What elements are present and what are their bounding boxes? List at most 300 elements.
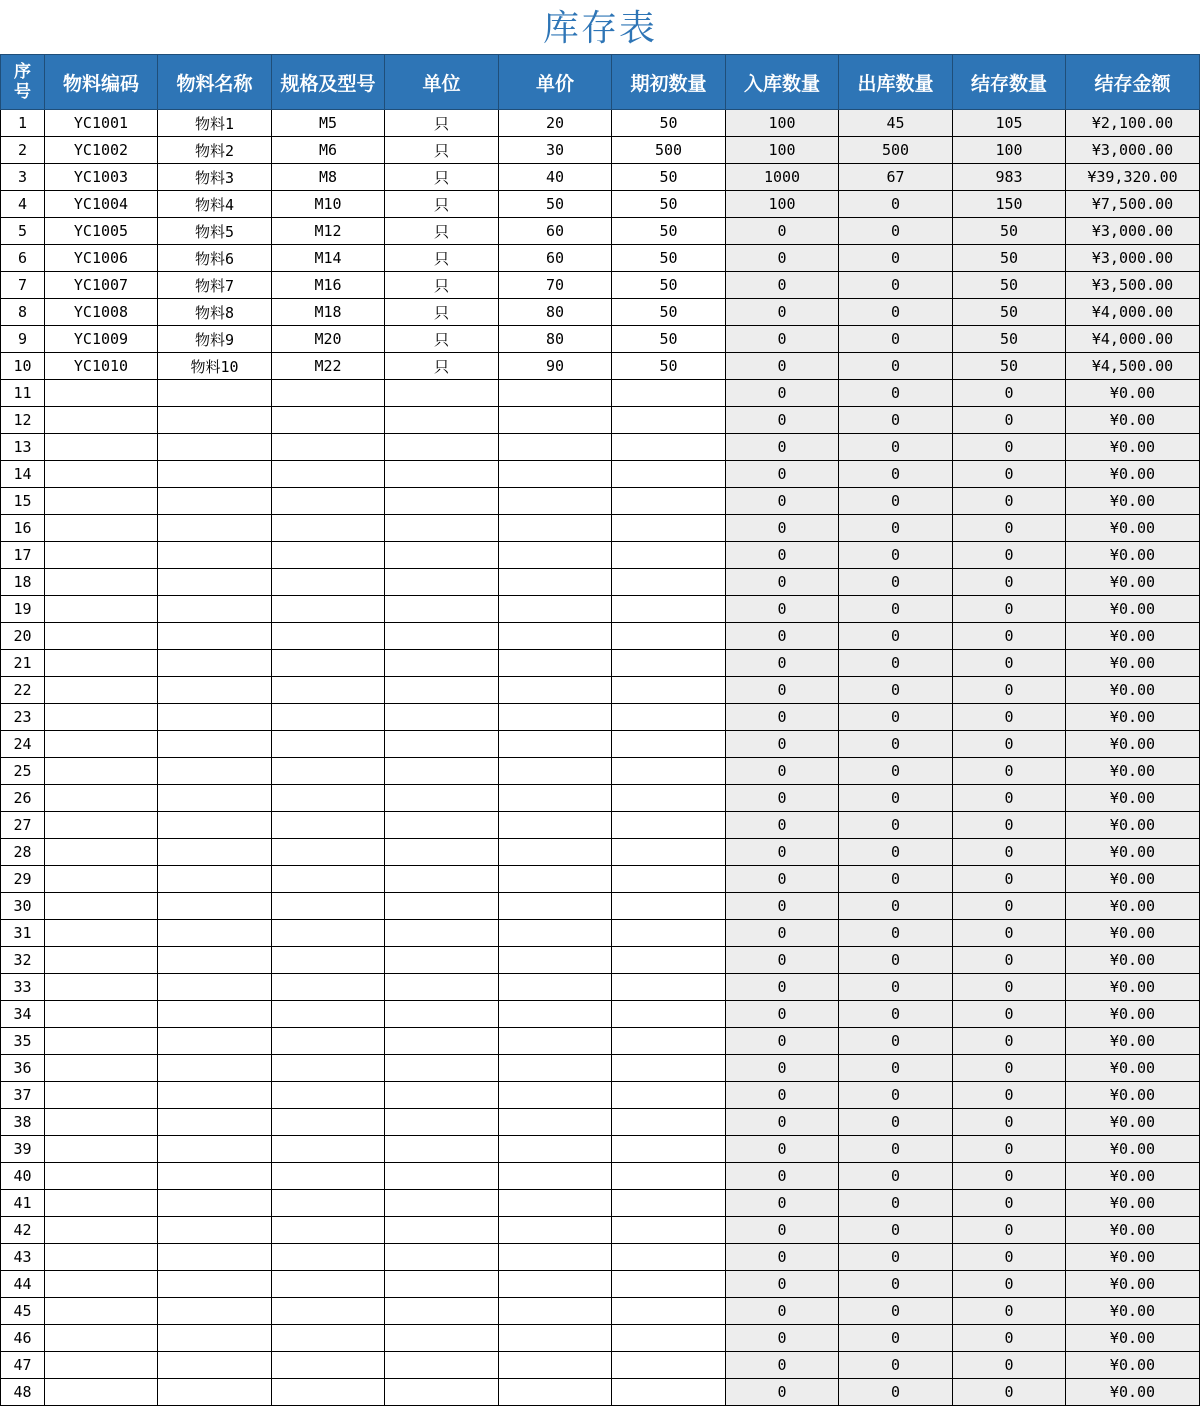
cell-index[interactable]: 48	[1, 1379, 45, 1406]
cell-balance-amount[interactable]: ¥0.00	[1066, 1001, 1200, 1028]
cell-outbound-qty[interactable]: 0	[839, 191, 953, 218]
cell-spec[interactable]	[272, 1082, 385, 1109]
cell-balance-qty[interactable]: 0	[953, 380, 1066, 407]
cell-spec[interactable]	[272, 731, 385, 758]
cell-balance-amount[interactable]: ¥0.00	[1066, 1055, 1200, 1082]
cell-outbound-qty[interactable]: 0	[839, 1136, 953, 1163]
cell-balance-qty[interactable]: 0	[953, 1082, 1066, 1109]
cell-index[interactable]: 10	[1, 353, 45, 380]
cell-code[interactable]	[45, 542, 158, 569]
cell-code[interactable]	[45, 407, 158, 434]
cell-unit[interactable]	[385, 1352, 499, 1379]
cell-price[interactable]	[499, 893, 612, 920]
cell-outbound-qty[interactable]: 0	[839, 569, 953, 596]
cell-price[interactable]	[499, 434, 612, 461]
cell-opening-qty[interactable]	[612, 1244, 726, 1271]
cell-name[interactable]	[158, 1298, 272, 1325]
cell-balance-amount[interactable]: ¥0.00	[1066, 1325, 1200, 1352]
cell-inbound-qty[interactable]: 0	[726, 569, 839, 596]
cell-unit[interactable]	[385, 1028, 499, 1055]
cell-balance-amount[interactable]: ¥0.00	[1066, 920, 1200, 947]
cell-inbound-qty[interactable]: 0	[726, 1163, 839, 1190]
header-cell-unit[interactable]: 单位	[385, 55, 499, 110]
cell-unit[interactable]	[385, 920, 499, 947]
cell-unit[interactable]	[385, 1163, 499, 1190]
cell-inbound-qty[interactable]: 0	[726, 623, 839, 650]
cell-unit[interactable]	[385, 947, 499, 974]
cell-price[interactable]: 80	[499, 326, 612, 353]
cell-balance-qty[interactable]: 0	[953, 1163, 1066, 1190]
cell-spec[interactable]: M20	[272, 326, 385, 353]
cell-outbound-qty[interactable]: 0	[839, 1109, 953, 1136]
cell-spec[interactable]	[272, 1217, 385, 1244]
cell-price[interactable]: 30	[499, 137, 612, 164]
cell-spec[interactable]	[272, 839, 385, 866]
cell-opening-qty[interactable]	[612, 515, 726, 542]
cell-unit[interactable]	[385, 1217, 499, 1244]
cell-balance-amount[interactable]: ¥3,000.00	[1066, 218, 1200, 245]
cell-index[interactable]: 25	[1, 758, 45, 785]
cell-spec[interactable]: M5	[272, 110, 385, 137]
cell-name[interactable]	[158, 866, 272, 893]
cell-balance-qty[interactable]: 0	[953, 704, 1066, 731]
cell-index[interactable]: 28	[1, 839, 45, 866]
cell-spec[interactable]	[272, 380, 385, 407]
cell-spec[interactable]	[272, 1298, 385, 1325]
cell-spec[interactable]	[272, 677, 385, 704]
cell-unit[interactable]	[385, 974, 499, 1001]
cell-name[interactable]	[158, 380, 272, 407]
cell-unit[interactable]	[385, 488, 499, 515]
cell-code[interactable]	[45, 785, 158, 812]
cell-balance-amount[interactable]: ¥0.00	[1066, 488, 1200, 515]
cell-inbound-qty[interactable]: 100	[726, 191, 839, 218]
cell-price[interactable]	[499, 677, 612, 704]
cell-price[interactable]	[499, 488, 612, 515]
cell-opening-qty[interactable]: 50	[612, 164, 726, 191]
cell-index[interactable]: 15	[1, 488, 45, 515]
cell-code[interactable]	[45, 947, 158, 974]
cell-price[interactable]: 80	[499, 299, 612, 326]
cell-price[interactable]	[499, 407, 612, 434]
cell-inbound-qty[interactable]: 0	[726, 866, 839, 893]
cell-inbound-qty[interactable]: 0	[726, 434, 839, 461]
cell-opening-qty[interactable]	[612, 1379, 726, 1406]
cell-unit[interactable]	[385, 623, 499, 650]
cell-index[interactable]: 6	[1, 245, 45, 272]
cell-inbound-qty[interactable]: 0	[726, 542, 839, 569]
cell-balance-amount[interactable]: ¥0.00	[1066, 947, 1200, 974]
cell-outbound-qty[interactable]: 0	[839, 1325, 953, 1352]
cell-balance-amount[interactable]: ¥0.00	[1066, 1352, 1200, 1379]
cell-name[interactable]	[158, 1352, 272, 1379]
cell-inbound-qty[interactable]: 0	[726, 1109, 839, 1136]
cell-code[interactable]	[45, 731, 158, 758]
cell-opening-qty[interactable]: 50	[612, 299, 726, 326]
cell-balance-amount[interactable]: ¥0.00	[1066, 542, 1200, 569]
cell-balance-qty[interactable]: 105	[953, 110, 1066, 137]
cell-spec[interactable]	[272, 920, 385, 947]
cell-index[interactable]: 1	[1, 110, 45, 137]
cell-unit[interactable]	[385, 434, 499, 461]
cell-balance-amount[interactable]: ¥3,000.00	[1066, 245, 1200, 272]
cell-spec[interactable]	[272, 1055, 385, 1082]
cell-spec[interactable]	[272, 542, 385, 569]
cell-price[interactable]	[499, 596, 612, 623]
cell-opening-qty[interactable]	[612, 1271, 726, 1298]
cell-outbound-qty[interactable]: 0	[839, 785, 953, 812]
cell-spec[interactable]	[272, 1163, 385, 1190]
cell-opening-qty[interactable]	[612, 542, 726, 569]
cell-inbound-qty[interactable]: 0	[726, 515, 839, 542]
cell-opening-qty[interactable]: 50	[612, 326, 726, 353]
cell-balance-amount[interactable]: ¥0.00	[1066, 1217, 1200, 1244]
cell-unit[interactable]: 只	[385, 245, 499, 272]
cell-inbound-qty[interactable]: 0	[726, 1190, 839, 1217]
cell-price[interactable]: 70	[499, 272, 612, 299]
cell-balance-qty[interactable]: 0	[953, 920, 1066, 947]
cell-spec[interactable]	[272, 974, 385, 1001]
cell-index[interactable]: 3	[1, 164, 45, 191]
cell-price[interactable]	[499, 1109, 612, 1136]
cell-name[interactable]	[158, 704, 272, 731]
cell-spec[interactable]	[272, 785, 385, 812]
cell-spec[interactable]	[272, 1001, 385, 1028]
cell-name[interactable]: 物料3	[158, 164, 272, 191]
cell-spec[interactable]: M18	[272, 299, 385, 326]
cell-outbound-qty[interactable]: 0	[839, 947, 953, 974]
cell-inbound-qty[interactable]: 0	[726, 1352, 839, 1379]
header-cell-outbound-qty[interactable]: 出库数量	[839, 55, 953, 110]
cell-opening-qty[interactable]	[612, 1217, 726, 1244]
cell-inbound-qty[interactable]: 0	[726, 596, 839, 623]
cell-index[interactable]: 44	[1, 1271, 45, 1298]
cell-unit[interactable]	[385, 569, 499, 596]
cell-code[interactable]	[45, 1271, 158, 1298]
cell-balance-amount[interactable]: ¥4,000.00	[1066, 299, 1200, 326]
cell-outbound-qty[interactable]: 0	[839, 542, 953, 569]
cell-price[interactable]	[499, 1325, 612, 1352]
cell-balance-amount[interactable]: ¥0.00	[1066, 1271, 1200, 1298]
cell-opening-qty[interactable]	[612, 1028, 726, 1055]
cell-unit[interactable]	[385, 758, 499, 785]
cell-spec[interactable]	[272, 812, 385, 839]
cell-balance-qty[interactable]: 50	[953, 299, 1066, 326]
cell-balance-qty[interactable]: 0	[953, 1379, 1066, 1406]
cell-opening-qty[interactable]	[612, 434, 726, 461]
cell-unit[interactable]	[385, 731, 499, 758]
cell-spec[interactable]: M6	[272, 137, 385, 164]
cell-index[interactable]: 32	[1, 947, 45, 974]
cell-outbound-qty[interactable]: 0	[839, 758, 953, 785]
cell-code[interactable]: YC1002	[45, 137, 158, 164]
cell-name[interactable]	[158, 1217, 272, 1244]
cell-balance-amount[interactable]: ¥0.00	[1066, 731, 1200, 758]
cell-code[interactable]	[45, 812, 158, 839]
cell-balance-amount[interactable]: ¥0.00	[1066, 461, 1200, 488]
cell-unit[interactable]: 只	[385, 299, 499, 326]
cell-inbound-qty[interactable]: 0	[726, 1001, 839, 1028]
cell-opening-qty[interactable]	[612, 920, 726, 947]
cell-code[interactable]	[45, 1109, 158, 1136]
cell-opening-qty[interactable]	[612, 677, 726, 704]
cell-inbound-qty[interactable]: 100	[726, 137, 839, 164]
cell-balance-amount[interactable]: ¥0.00	[1066, 1136, 1200, 1163]
cell-code[interactable]	[45, 380, 158, 407]
cell-price[interactable]	[499, 839, 612, 866]
cell-price[interactable]	[499, 569, 612, 596]
cell-name[interactable]	[158, 1244, 272, 1271]
cell-index[interactable]: 2	[1, 137, 45, 164]
cell-inbound-qty[interactable]: 0	[726, 272, 839, 299]
cell-code[interactable]: YC1006	[45, 245, 158, 272]
cell-price[interactable]	[499, 650, 612, 677]
cell-outbound-qty[interactable]: 0	[839, 326, 953, 353]
cell-balance-amount[interactable]: ¥0.00	[1066, 515, 1200, 542]
cell-outbound-qty[interactable]: 0	[839, 407, 953, 434]
cell-name[interactable]: 物料8	[158, 299, 272, 326]
cell-inbound-qty[interactable]: 0	[726, 461, 839, 488]
cell-balance-amount[interactable]: ¥0.00	[1066, 569, 1200, 596]
cell-balance-qty[interactable]: 50	[953, 218, 1066, 245]
cell-outbound-qty[interactable]: 0	[839, 1379, 953, 1406]
cell-code[interactable]	[45, 596, 158, 623]
cell-unit[interactable]	[385, 380, 499, 407]
cell-index[interactable]: 4	[1, 191, 45, 218]
cell-price[interactable]	[499, 785, 612, 812]
cell-index[interactable]: 39	[1, 1136, 45, 1163]
cell-index[interactable]: 42	[1, 1217, 45, 1244]
cell-balance-amount[interactable]: ¥0.00	[1066, 758, 1200, 785]
cell-unit[interactable]: 只	[385, 326, 499, 353]
cell-code[interactable]	[45, 758, 158, 785]
cell-index[interactable]: 36	[1, 1055, 45, 1082]
cell-outbound-qty[interactable]: 0	[839, 1217, 953, 1244]
cell-code[interactable]: YC1007	[45, 272, 158, 299]
cell-name[interactable]	[158, 893, 272, 920]
cell-balance-qty[interactable]: 983	[953, 164, 1066, 191]
cell-inbound-qty[interactable]: 0	[726, 1136, 839, 1163]
cell-price[interactable]	[499, 623, 612, 650]
cell-unit[interactable]	[385, 677, 499, 704]
cell-price[interactable]: 40	[499, 164, 612, 191]
cell-opening-qty[interactable]	[612, 704, 726, 731]
header-cell-balance-amount[interactable]: 结存金额	[1066, 55, 1200, 110]
cell-outbound-qty[interactable]: 0	[839, 299, 953, 326]
cell-balance-qty[interactable]: 0	[953, 1028, 1066, 1055]
cell-opening-qty[interactable]: 50	[612, 245, 726, 272]
cell-name[interactable]	[158, 1163, 272, 1190]
cell-name[interactable]	[158, 1190, 272, 1217]
cell-inbound-qty[interactable]: 0	[726, 893, 839, 920]
cell-outbound-qty[interactable]: 0	[839, 731, 953, 758]
cell-code[interactable]: YC1010	[45, 353, 158, 380]
cell-code[interactable]	[45, 1028, 158, 1055]
cell-balance-amount[interactable]: ¥0.00	[1066, 380, 1200, 407]
cell-inbound-qty[interactable]: 0	[726, 839, 839, 866]
cell-index[interactable]: 14	[1, 461, 45, 488]
cell-unit[interactable]: 只	[385, 164, 499, 191]
cell-balance-amount[interactable]: ¥39,320.00	[1066, 164, 1200, 191]
cell-outbound-qty[interactable]: 0	[839, 704, 953, 731]
cell-inbound-qty[interactable]: 0	[726, 731, 839, 758]
cell-price[interactable]	[499, 1379, 612, 1406]
cell-balance-qty[interactable]: 0	[953, 758, 1066, 785]
cell-opening-qty[interactable]	[612, 1325, 726, 1352]
cell-inbound-qty[interactable]: 0	[726, 407, 839, 434]
cell-name[interactable]: 物料1	[158, 110, 272, 137]
cell-price[interactable]	[499, 1001, 612, 1028]
cell-unit[interactable]	[385, 1001, 499, 1028]
cell-balance-amount[interactable]: ¥0.00	[1066, 1379, 1200, 1406]
cell-spec[interactable]	[272, 623, 385, 650]
cell-code[interactable]	[45, 893, 158, 920]
cell-outbound-qty[interactable]: 0	[839, 812, 953, 839]
cell-inbound-qty[interactable]: 0	[726, 1298, 839, 1325]
cell-name[interactable]	[158, 434, 272, 461]
cell-unit[interactable]	[385, 1136, 499, 1163]
cell-balance-amount[interactable]: ¥0.00	[1066, 839, 1200, 866]
cell-price[interactable]	[499, 1055, 612, 1082]
cell-index[interactable]: 11	[1, 380, 45, 407]
cell-index[interactable]: 37	[1, 1082, 45, 1109]
cell-opening-qty[interactable]	[612, 785, 726, 812]
cell-index[interactable]: 41	[1, 1190, 45, 1217]
cell-code[interactable]	[45, 434, 158, 461]
cell-inbound-qty[interactable]: 0	[726, 1082, 839, 1109]
cell-opening-qty[interactable]	[612, 407, 726, 434]
cell-spec[interactable]: M22	[272, 353, 385, 380]
cell-inbound-qty[interactable]: 0	[726, 299, 839, 326]
cell-balance-qty[interactable]: 0	[953, 1055, 1066, 1082]
cell-balance-amount[interactable]: ¥0.00	[1066, 1082, 1200, 1109]
cell-name[interactable]	[158, 785, 272, 812]
cell-balance-qty[interactable]: 0	[953, 839, 1066, 866]
cell-code[interactable]: YC1004	[45, 191, 158, 218]
cell-name[interactable]: 物料5	[158, 218, 272, 245]
cell-name[interactable]	[158, 407, 272, 434]
cell-balance-qty[interactable]: 0	[953, 677, 1066, 704]
cell-unit[interactable]	[385, 1271, 499, 1298]
cell-code[interactable]	[45, 974, 158, 1001]
cell-unit[interactable]	[385, 839, 499, 866]
cell-index[interactable]: 19	[1, 596, 45, 623]
cell-index[interactable]: 9	[1, 326, 45, 353]
cell-balance-qty[interactable]: 0	[953, 893, 1066, 920]
cell-index[interactable]: 46	[1, 1325, 45, 1352]
cell-inbound-qty[interactable]: 0	[726, 1055, 839, 1082]
cell-price[interactable]	[499, 866, 612, 893]
cell-balance-amount[interactable]: ¥3,000.00	[1066, 137, 1200, 164]
cell-price[interactable]	[499, 1298, 612, 1325]
cell-unit[interactable]	[385, 407, 499, 434]
cell-balance-amount[interactable]: ¥0.00	[1066, 1028, 1200, 1055]
cell-index[interactable]: 40	[1, 1163, 45, 1190]
cell-price[interactable]	[499, 380, 612, 407]
cell-opening-qty[interactable]	[612, 974, 726, 1001]
cell-opening-qty[interactable]	[612, 1163, 726, 1190]
cell-balance-amount[interactable]: ¥3,500.00	[1066, 272, 1200, 299]
cell-balance-qty[interactable]: 0	[953, 488, 1066, 515]
cell-spec[interactable]	[272, 947, 385, 974]
cell-code[interactable]: YC1003	[45, 164, 158, 191]
cell-index[interactable]: 12	[1, 407, 45, 434]
cell-name[interactable]	[158, 1028, 272, 1055]
cell-balance-qty[interactable]: 100	[953, 137, 1066, 164]
cell-price[interactable]	[499, 947, 612, 974]
header-cell-name[interactable]: 物料名称	[158, 55, 272, 110]
cell-balance-qty[interactable]: 0	[953, 569, 1066, 596]
cell-spec[interactable]	[272, 1379, 385, 1406]
cell-name[interactable]: 物料10	[158, 353, 272, 380]
cell-balance-amount[interactable]: ¥0.00	[1066, 407, 1200, 434]
cell-name[interactable]	[158, 1055, 272, 1082]
cell-index[interactable]: 26	[1, 785, 45, 812]
cell-code[interactable]	[45, 1325, 158, 1352]
cell-inbound-qty[interactable]: 0	[726, 488, 839, 515]
cell-spec[interactable]: M12	[272, 218, 385, 245]
header-cell-opening-qty[interactable]: 期初数量	[612, 55, 726, 110]
cell-code[interactable]: YC1009	[45, 326, 158, 353]
cell-balance-qty[interactable]: 0	[953, 866, 1066, 893]
cell-balance-qty[interactable]: 0	[953, 1352, 1066, 1379]
cell-spec[interactable]	[272, 596, 385, 623]
cell-outbound-qty[interactable]: 0	[839, 866, 953, 893]
cell-price[interactable]	[499, 731, 612, 758]
cell-index[interactable]: 5	[1, 218, 45, 245]
cell-index[interactable]: 47	[1, 1352, 45, 1379]
cell-unit[interactable]	[385, 515, 499, 542]
cell-index[interactable]: 8	[1, 299, 45, 326]
cell-inbound-qty[interactable]: 0	[726, 1325, 839, 1352]
cell-balance-amount[interactable]: ¥4,500.00	[1066, 353, 1200, 380]
cell-balance-amount[interactable]: ¥0.00	[1066, 1190, 1200, 1217]
cell-code[interactable]	[45, 569, 158, 596]
cell-opening-qty[interactable]	[612, 1055, 726, 1082]
cell-balance-qty[interactable]: 0	[953, 1271, 1066, 1298]
cell-outbound-qty[interactable]: 0	[839, 434, 953, 461]
header-cell-spec[interactable]: 规格及型号	[272, 55, 385, 110]
cell-unit[interactable]	[385, 785, 499, 812]
cell-balance-amount[interactable]: ¥0.00	[1066, 974, 1200, 1001]
cell-spec[interactable]	[272, 1325, 385, 1352]
header-cell-balance-qty[interactable]: 结存数量	[953, 55, 1066, 110]
cell-code[interactable]	[45, 1217, 158, 1244]
cell-code[interactable]	[45, 1055, 158, 1082]
cell-balance-qty[interactable]: 0	[953, 1325, 1066, 1352]
cell-outbound-qty[interactable]: 0	[839, 218, 953, 245]
cell-spec[interactable]	[272, 1244, 385, 1271]
cell-outbound-qty[interactable]: 500	[839, 137, 953, 164]
cell-code[interactable]: YC1001	[45, 110, 158, 137]
cell-spec[interactable]	[272, 893, 385, 920]
cell-unit[interactable]	[385, 866, 499, 893]
cell-unit[interactable]: 只	[385, 218, 499, 245]
cell-balance-qty[interactable]: 150	[953, 191, 1066, 218]
cell-unit[interactable]	[385, 542, 499, 569]
cell-balance-qty[interactable]: 0	[953, 1136, 1066, 1163]
cell-outbound-qty[interactable]: 0	[839, 380, 953, 407]
cell-unit[interactable]	[385, 1298, 499, 1325]
cell-unit[interactable]	[385, 1190, 499, 1217]
cell-unit[interactable]	[385, 1379, 499, 1406]
cell-balance-amount[interactable]: ¥0.00	[1066, 893, 1200, 920]
cell-opening-qty[interactable]	[612, 866, 726, 893]
cell-inbound-qty[interactable]: 0	[726, 1028, 839, 1055]
cell-price[interactable]	[499, 1082, 612, 1109]
cell-code[interactable]	[45, 1001, 158, 1028]
cell-inbound-qty[interactable]: 0	[726, 1379, 839, 1406]
